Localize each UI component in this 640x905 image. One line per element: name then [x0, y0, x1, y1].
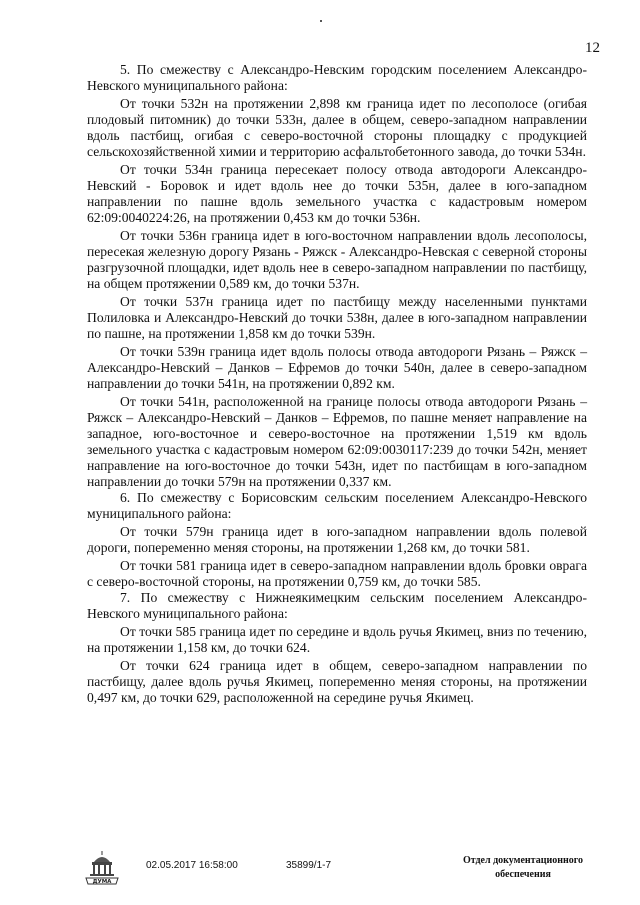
- seal-text: ДУМА: [92, 879, 112, 885]
- paragraph: От точки 537н граница идет по пастбищу между населенными пунктами Полиловка и Александро-Невский до точки 538н, далее в юго-западном направлении по пашне, на протяжении 1,858 км до точки 539н.: [87, 294, 587, 341]
- section-heading-6: 6. По смежеству с Борисовским сельским поселением Александро-Невского муниципального района:: [87, 490, 587, 521]
- paragraph: От точки 585 граница идет по середине и вдоль ручья Якимец, вниз по течению, на протяжении 1,158 км, до точки 624.: [87, 624, 587, 655]
- paragraph: От точки 539н граница идет вдоль полосы отвода автодороги Рязань – Ряжск – Александро-Невский – Данков – Ефремов до точки 540н, далее в северо-западном направлении до точки 541н, на протяжении 0,892 км.: [87, 344, 587, 391]
- paragraph: От точки 624 граница идет в общем, северо-западном направлении по пастбищу, далее вдоль ручья Якимец, попеременно меняя стороны, на протяжении 0,497 км, до точки 629, расположенной на середине ручья Якимец.: [87, 658, 587, 705]
- duma-seal-icon: [80, 848, 124, 888]
- page-number: 12: [585, 40, 600, 56]
- paragraph: От точки 534н граница пересекает полосу отвода автодороги Александро-Невский - Боровок и идет вдоль нее до точки 535н, далее в юго-западном направлении по пашне вдоль земельного участка с кадастровым номером 62:09:0040224:26, на протяжении 0,453 км до точки 536н.: [87, 162, 587, 225]
- paragraph: От точки 579н граница идет в юго-западном направлении вдоль полевой дороги, попеременно меняя стороны, на протяжении 1,268 км, до точки 581.: [87, 524, 587, 555]
- department-line-2: обеспечения: [495, 869, 551, 880]
- paragraph: От точки 541н, расположенной на границе полосы отвода автодороги Рязань – Ряжск – Александро-Невский – Данков – Ефремов, по пашне меняет направление на западное, юго-восточное и северо-восточное на протяжении 1,519 км вдоль земельного участка с кадастровым номером 62:09:0030117:239 до точки 542н, меняет направление на юго-восточное до точки 543н, идет по пастбищам в юго-западном направлении до точки 579н на протяжении 0,337 км.: [87, 394, 587, 489]
- paragraph: От точки 581 граница идет в северо-западном направлении вдоль бровки оврага с северо-восточной стороны, на протяжении 0,759 км, до точки 585.: [87, 558, 587, 589]
- paragraph: От точки 536н граница идет в юго-восточном направлении вдоль лесополосы, пересекая железную дорогу Рязань - Ряжск - Александро-Невская с северной стороны разгрузочной площадки, идет вдоль нее в северо-западном направлении по пастбищу, на общем протяжении 0,589 км, до точки 537н.: [87, 228, 587, 291]
- document-footer: [0, 848, 640, 905]
- paragraph: От точки 532н на протяжении 2,898 км граница идет по лесополосе (огибая плодовый питомник) до точки 533н, далее в общем, северо-западном направлении вдоль пастбищ, огибая с северо-восточной стороны площадку с продукцией сельскохозяйственной химии и территорию асфальтобетонного завода, до точки 534н.: [87, 96, 587, 159]
- section-heading-7: 7. По смежеству с Нижнеякимецким сельским поселением Александро-Невского муниципального района:: [87, 590, 587, 621]
- document-body: [87, 62, 587, 706]
- footer-department: [438, 854, 608, 882]
- footer-registration-number: 35899/1-7: [286, 860, 332, 871]
- section-heading-5: 5. По смежеству с Александро-Невским городским поселением Александро-Невского муниципального района:: [87, 62, 587, 93]
- department-line-1: Отдел документационного: [462, 855, 584, 866]
- footer-date: 02.05.2017 16:58:00: [146, 860, 238, 871]
- scan-speck: [320, 20, 322, 22]
